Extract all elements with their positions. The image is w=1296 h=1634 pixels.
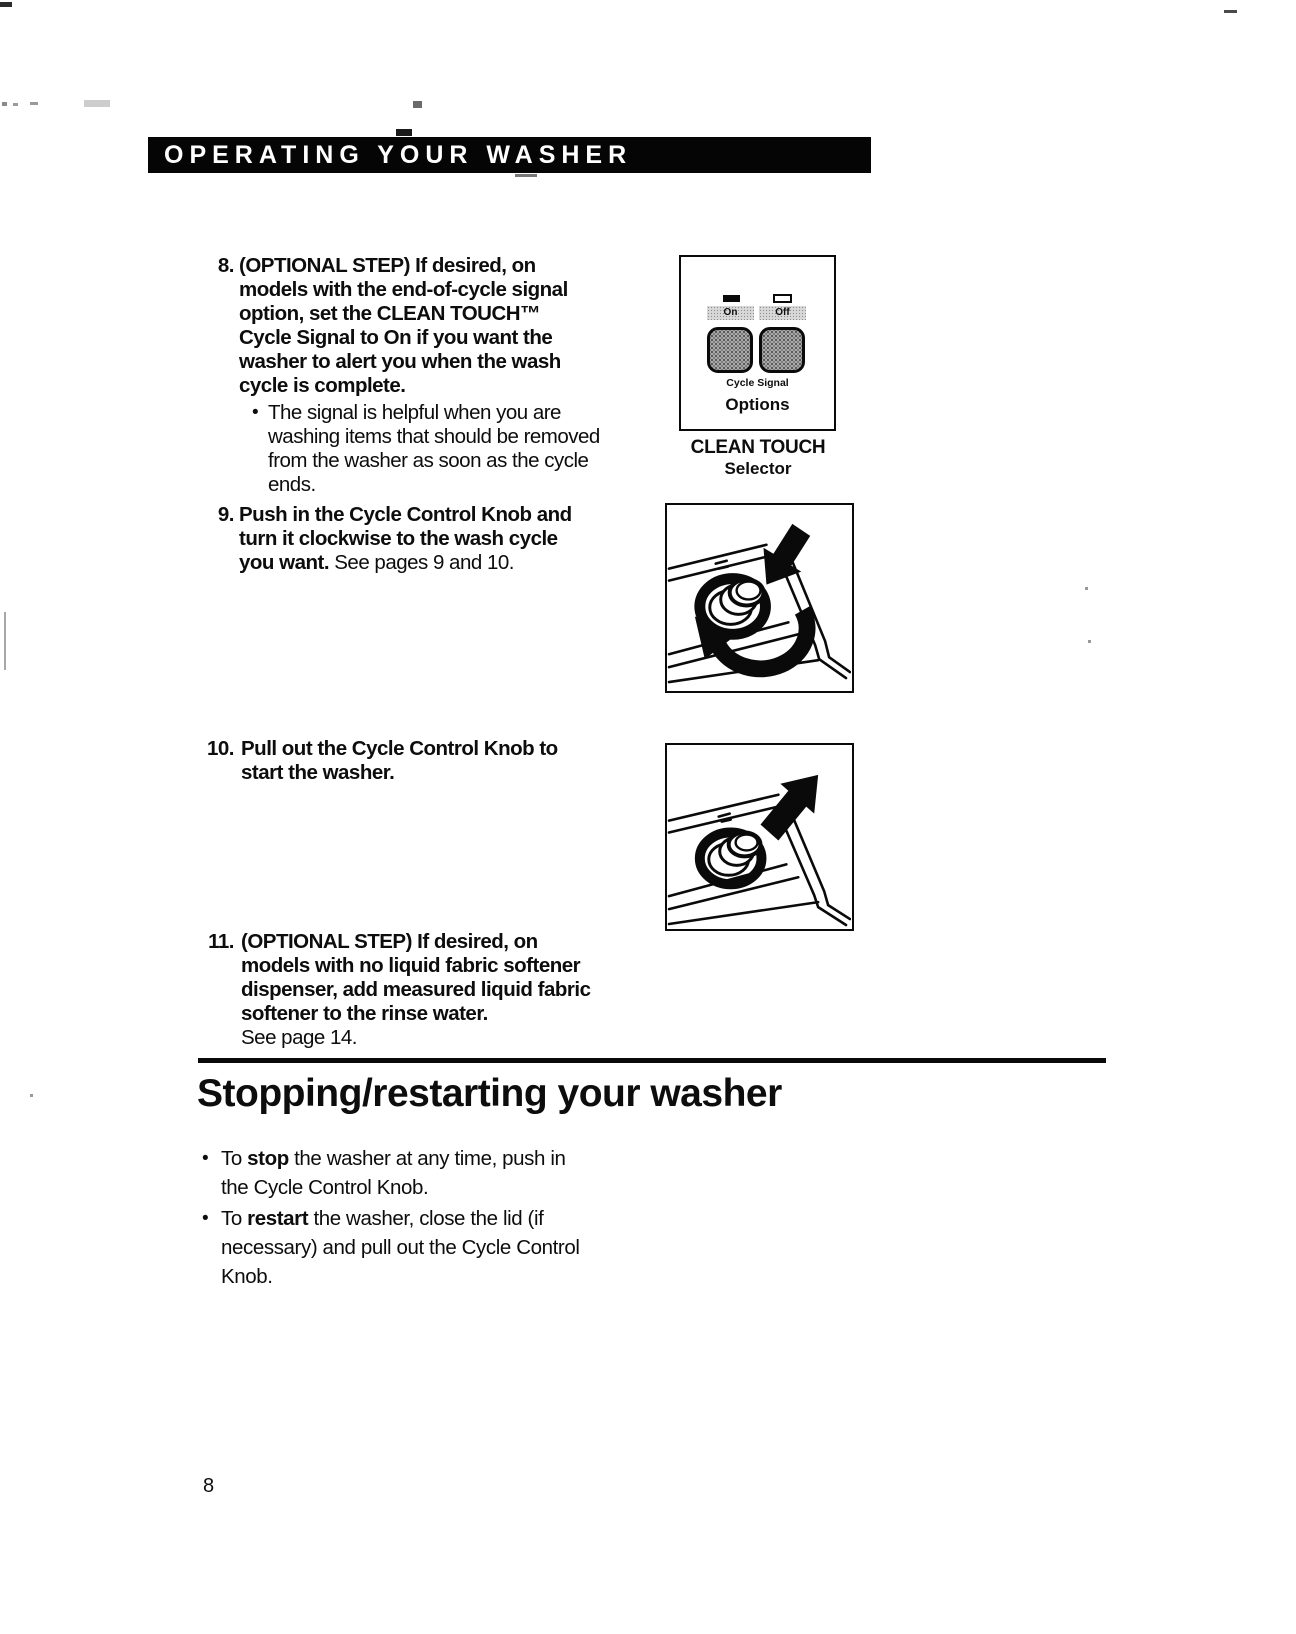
on-label: On xyxy=(707,306,754,320)
caption-line: Selector xyxy=(724,459,792,478)
scan-artifact xyxy=(413,101,422,108)
text-segment: To xyxy=(221,1207,248,1230)
text-line: The signal is helpful when you are xyxy=(268,401,561,424)
text-line: Pull out the Cycle Control Knob to xyxy=(241,737,558,760)
push-in-arrow-icon xyxy=(763,524,810,585)
section-title: Stopping/restarting your washer xyxy=(197,1072,782,1115)
scan-artifact xyxy=(0,2,12,7)
step-9-number: 9. xyxy=(217,503,234,526)
cycle-signal-label: Cycle Signal xyxy=(726,377,789,389)
step-8-bullet-text xyxy=(268,401,600,497)
text-line: dispenser, add measured liquid fabric xyxy=(241,978,591,1001)
text-line: option, set the CLEAN TOUCH™ xyxy=(239,302,541,325)
text-line xyxy=(239,551,572,575)
text-segment: To xyxy=(221,1147,248,1170)
text-line xyxy=(221,1204,580,1233)
page-number: 8 xyxy=(203,1475,215,1497)
text-segment: See pages 9 and 10. xyxy=(329,551,514,574)
text-line: models with the end-of-cycle signal xyxy=(239,278,568,301)
pull-out-knob-illustration xyxy=(667,745,851,928)
text-line: Knob. xyxy=(221,1265,273,1288)
step-11-number: 11. xyxy=(208,930,234,953)
scan-artifact xyxy=(1224,10,1237,13)
clean-touch-selector-figure xyxy=(679,255,836,431)
options-label: Options xyxy=(725,395,790,414)
cycle-signal-off-button xyxy=(759,327,805,373)
text-line: the Cycle Control Knob. xyxy=(221,1176,429,1199)
text-line: See page 14. xyxy=(241,1026,357,1049)
text-line: washer to alert you when the wash xyxy=(239,350,561,373)
stop-bullet xyxy=(202,1144,565,1202)
section-header-title: OPERATING YOUR WASHER xyxy=(164,140,633,169)
text-segment: restart xyxy=(247,1207,309,1230)
caption-line: CLEAN TOUCH xyxy=(690,437,826,458)
text-segment: the washer, close the lid (if xyxy=(308,1207,544,1230)
restart-bullet-text xyxy=(221,1204,580,1291)
scan-artifact xyxy=(1088,640,1091,643)
push-and-turn-knob-illustration xyxy=(667,505,851,690)
section-header-bar xyxy=(148,137,871,173)
text-segment: you want. xyxy=(239,551,330,574)
bullet-marker: • xyxy=(202,1208,209,1229)
off-label: Off xyxy=(759,306,806,320)
text-segment: stop xyxy=(247,1147,289,1170)
step-8-number: 8. xyxy=(217,254,234,277)
section-divider-rule xyxy=(198,1058,1106,1063)
figure-caption xyxy=(667,437,849,479)
text-line: (OPTIONAL STEP) If desired, on xyxy=(241,930,538,953)
push-and-turn-knob-figure xyxy=(665,503,854,693)
off-indicator-icon xyxy=(773,294,792,303)
text-line: necessary) and pull out the Cycle Control xyxy=(221,1236,580,1259)
text-line: Push in the Cycle Control Knob and xyxy=(239,503,572,526)
step-10-text xyxy=(241,737,558,785)
bullet-marker: • xyxy=(202,1148,209,1169)
cycle-signal-on-button xyxy=(707,327,753,373)
bullet-marker: • xyxy=(252,402,259,423)
text-line: ends. xyxy=(268,473,316,496)
scan-artifact xyxy=(13,103,18,106)
text-line: (OPTIONAL STEP) If desired, on xyxy=(239,254,536,277)
text-line: start the washer. xyxy=(241,761,395,784)
text-line: softener to the rinse water. xyxy=(241,1002,488,1025)
stop-bullet-text xyxy=(221,1144,565,1202)
text-line: turn it clockwise to the wash cycle xyxy=(239,527,558,550)
text-segment: the washer at any time, push in xyxy=(288,1147,566,1170)
step-10-number: 10. xyxy=(207,737,234,760)
text-line: Cycle Signal to On if you want the xyxy=(239,326,553,349)
scan-artifact xyxy=(396,129,412,136)
on-indicator-icon xyxy=(723,295,740,302)
text-line xyxy=(221,1144,565,1173)
pull-out-knob-figure xyxy=(665,743,854,931)
step-8-text xyxy=(239,254,568,398)
scan-artifact xyxy=(4,612,6,670)
text-line: from the washer as soon as the cycle xyxy=(268,449,589,472)
text-line: washing items that should be removed xyxy=(268,425,600,448)
scan-artifact xyxy=(1085,587,1088,590)
scan-artifact xyxy=(30,102,38,105)
scan-artifact xyxy=(515,174,537,177)
scan-artifact xyxy=(84,100,110,107)
text-line: models with no liquid fabric softener xyxy=(241,954,581,977)
scan-artifact xyxy=(2,102,7,106)
restart-bullet xyxy=(202,1204,580,1291)
scan-artifact xyxy=(30,1094,33,1097)
step-8-bullet xyxy=(252,401,600,497)
text-line: cycle is complete. xyxy=(239,374,406,397)
step-9-text xyxy=(239,503,572,575)
step-11-text xyxy=(241,930,590,1050)
